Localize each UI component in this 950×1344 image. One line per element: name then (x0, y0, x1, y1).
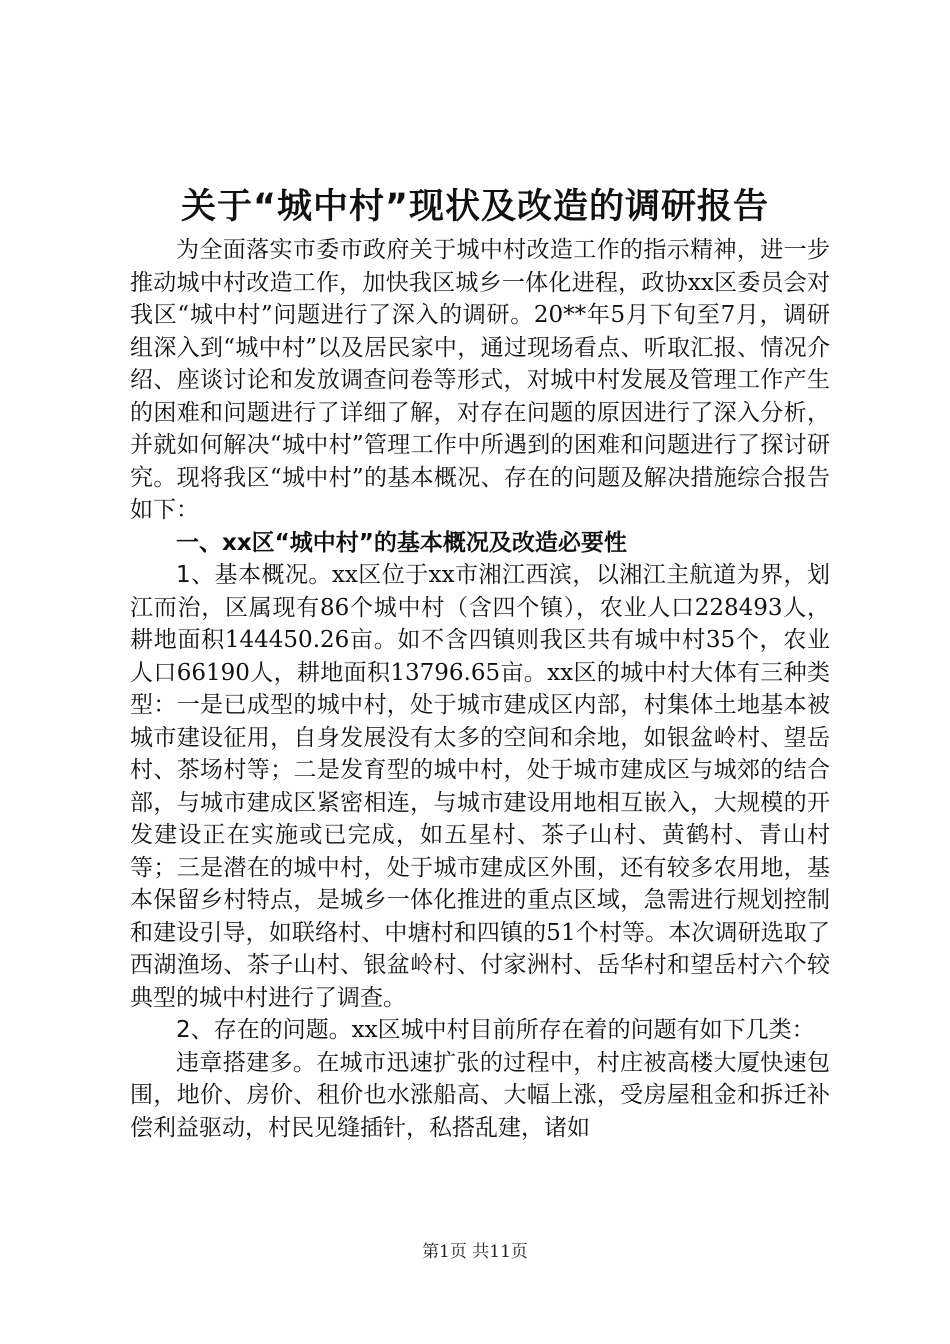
document-title: 关于“城中村”现状及改造的调研报告 (180, 187, 769, 227)
page-footer: 第1页 共11页 (422, 1242, 528, 1262)
problems-lead: 2、存在的问题。 (176, 1017, 352, 1043)
document-body (130, 234, 830, 1144)
problems-text: xx区城中村目前所存在着的问题有如下几类： (351, 1017, 815, 1043)
section-heading: 一、xx区“城中村”的基本概况及改造必要性 (176, 529, 627, 556)
basic-overview-paragraph (130, 559, 830, 1014)
problems-paragraph (130, 1014, 830, 1047)
basic-overview-lead: 1、基本概况。 (176, 562, 332, 588)
illegal-construction-paragraph: 违章搭建多。在城市迅速扩张的过程中，村庄被高楼大厦快速包围，地价、房价、租价也水涨船高、大幅上涨，受房屋租金和拆迁补偿利益驱动，村民见缝插针，私搭乱建，诸如 (130, 1049, 830, 1141)
basic-overview-text: xx区位于xx市湘江西滨，以湘江主航道为界，划江而治，区属现有86个城中村（含四个镇），农业人口228493人，耕地面积144450.26亩。如不含四镇则我区共有城中村35个，农业人口66190人，耕地面积13796.65亩。xx区的城中村大体有三种类型：一是已成型的城中村，处于城市建成区内部，村集体土地基本被城市建设征用，自身发展没有太多的空间和余地，如银盆岭村、望岳村、茶场村等；二是发育型的城中村，处于城市建成区与城郊的结合部，与城市建成区紧密相连，与城市建设用地相互嵌入，大规模的开发建设正在实施或已完成，如五星村、茶子山村、黄鹤村、青山村等；三是潜在的城中村，处于城市建成区外围，还有较多农用地，基本保留乡村特点，是城乡一体化推进的重点区域，急需进行规划控制和建设引导，如联络村、中塘村和四镇的51个村等。本次调研选取了西湖渔场、茶子山村、银盆岭村、付家洲村、岳华村和望岳村六个较典型的城中村进行了调查。 (130, 562, 830, 1011)
intro-paragraph: 为全面落实市委市政府关于城中村改造工作的指示精神，进一步推动城中村改造工作，加快我区城乡一体化进程，政协xx区委员会对我区“城中村”问题进行了深入的调研。20**年5月下旬至7月，调研组深入到“城中村”以及居民家中，通过现场看点、听取汇报、情况介绍、座谈讨论和发放调查问卷等形式，对城中村发展及管理工作产生的困难和问题进行了详细了解，对存在问题的原因进行了深入分析，并就如何解决“城中村”管理工作中所遇到的困难和问题进行了探讨研究。现将我区“城中村”的基本概况、存在的问题及解决措施综合报告如下： (130, 237, 830, 523)
